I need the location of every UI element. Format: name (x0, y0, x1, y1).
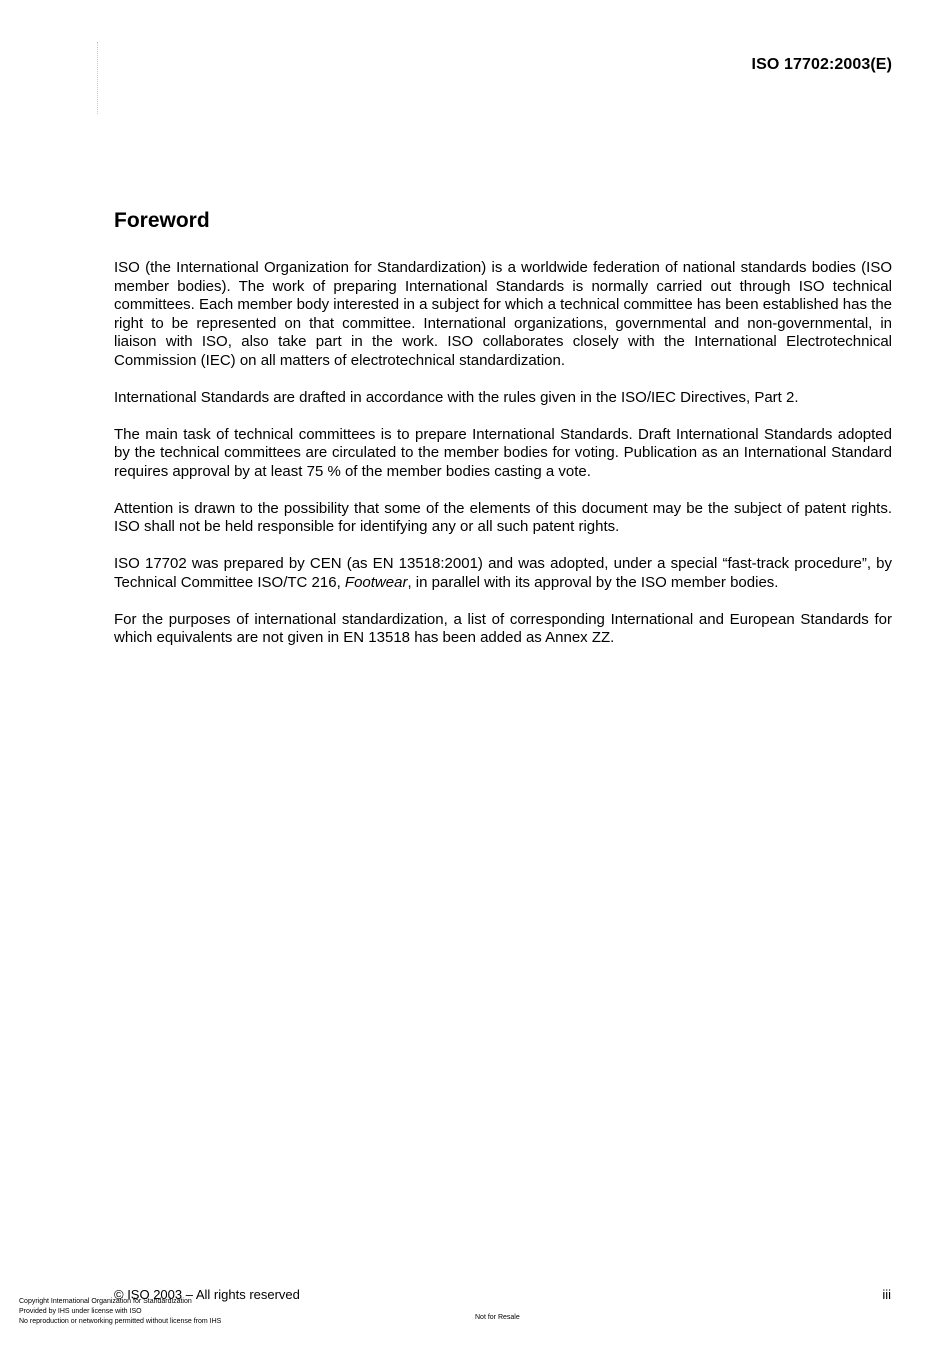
paragraph-committees: The main task of technical committees is to prepare International Standards. Draft International Standards adopted by the technical committees are circulated to the member bodies for voting. Publication as an International Standard requires approval by at least 75 % of the member bodies casting a vote. (114, 425, 892, 480)
page-number: iii (882, 1287, 891, 1302)
rights-notice: © ISO 2003 – All rights reserved (114, 1287, 300, 1302)
margin-mark (97, 42, 104, 114)
copyright-line: Provided by IHS under license with ISO (19, 1308, 142, 1315)
document-id: ISO 17702:2003(E) (751, 56, 892, 73)
paragraph-iso-intro: ISO (the International Organization for Standardization) is a worldwide federation of national standards bodies (ISO member bodies). The work of preparing International Standards is normally carried out through ISO technical committees. Each member body interested in a subject for which a technical committee has been established has the right to be represented on that committee. International organizations, governmental and non-governmental, in liaison with ISO, also take part in the work. ISO collaborates closely with the International Electrotechnical Commission (IEC) on all matters of electrotechnical standardization. (114, 259, 892, 369)
preparation-text-start: ISO 17702 was prepared by CEN (as EN 13518:2001) and was adopted, under a special “fast-track procedure”, by Technical Committee ISO/TC 216, (114, 555, 892, 591)
page-title: Foreword (114, 209, 210, 232)
preparation-text-end: , in parallel with its approval by the ISO member bodies. (407, 573, 779, 591)
copyright-line: Copyright International Organization for Standardization (19, 1298, 192, 1305)
paragraph-directives: International Standards are drafted in accordance with the rules given in the ISO/IEC Directives, Part 2. (114, 388, 799, 406)
committee-name: Footwear (344, 573, 408, 591)
paragraph-patents: Attention is drawn to the possibility that some of the elements of this document may be the subject of patent rights. ISO shall not be held responsible for identifying any or all such patent rights. (114, 499, 892, 535)
paragraph-preparation (114, 555, 892, 592)
copyright-notice (19, 1297, 221, 1327)
copyright-line: No reproduction or networking permitted without license from IHS (19, 1318, 222, 1325)
paragraph-annex: For the purposes of international standardization, a list of corresponding International and European Standards for which equivalents are not given in EN 13518 has been added as Annex ZZ. (114, 610, 892, 646)
foreword-body (114, 259, 892, 666)
not-for-resale-label: Not for Resale (475, 1314, 520, 1321)
